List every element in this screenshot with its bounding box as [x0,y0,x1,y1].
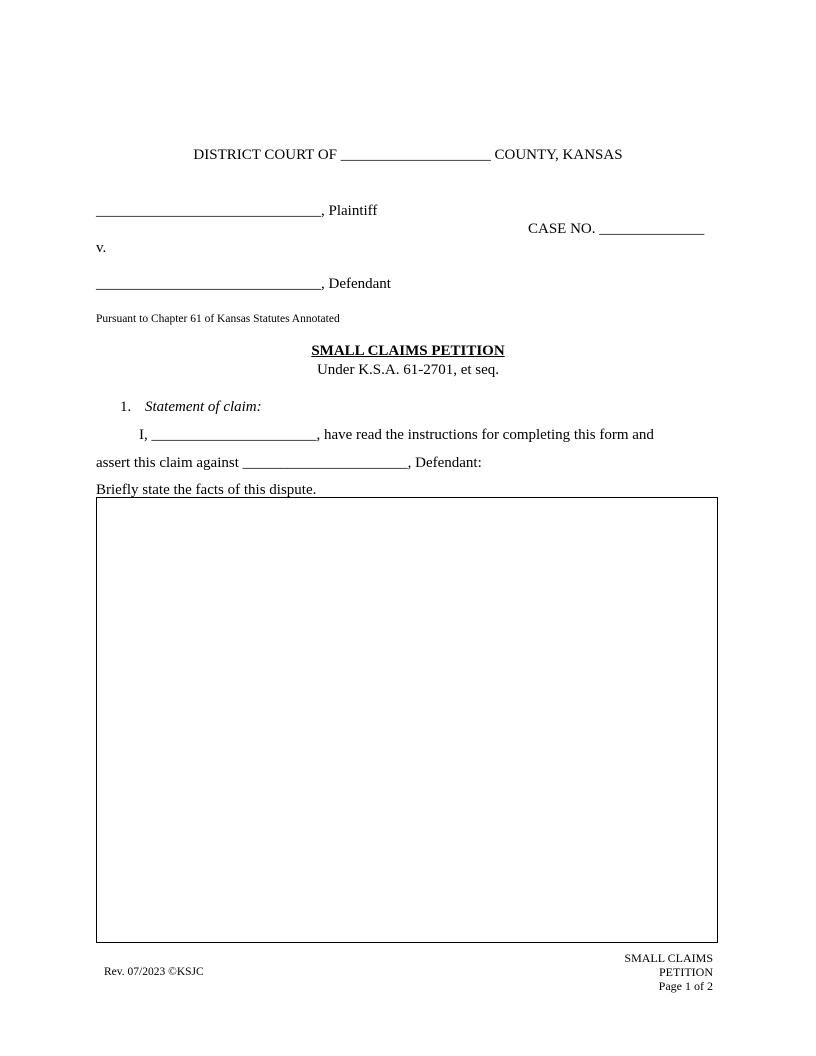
footer-form-name-1: SMALL CLAIMS [624,951,713,965]
statute-note: Pursuant to Chapter 61 of Kansas Statutes Annotated [96,313,340,325]
case-number-field: CASE NO. ______________ [528,221,705,237]
defendant-line: ______________________________, Defendant [96,276,391,292]
versus-label: v. [96,240,107,256]
section-heading: Statement of claim: [145,399,262,415]
facts-textbox[interactable] [96,497,718,943]
claimant-statement: I, ______________________, have read the instructions for completing this form and [139,427,654,443]
claim-against-statement: assert this claim against ______________________, Defendant: [96,455,482,471]
footer-form-name-2: PETITION [659,965,713,979]
revision-note: Rev. 07/2023 ©KSJC [104,966,204,978]
section-number: 1. [120,399,132,415]
facts-prompt: Briefly state the facts of this dispute. [96,482,317,498]
form-subtitle: Under K.S.A. 61-2701, et seq. [316,362,500,378]
form-title: SMALL CLAIMS PETITION [311,343,505,359]
court-heading: DISTRICT COURT OF ____________________ COUNTY, KANSAS [193,147,623,163]
page-number: Page 1 of 2 [658,979,713,993]
plaintiff-line: ______________________________, Plaintiff [96,203,378,219]
